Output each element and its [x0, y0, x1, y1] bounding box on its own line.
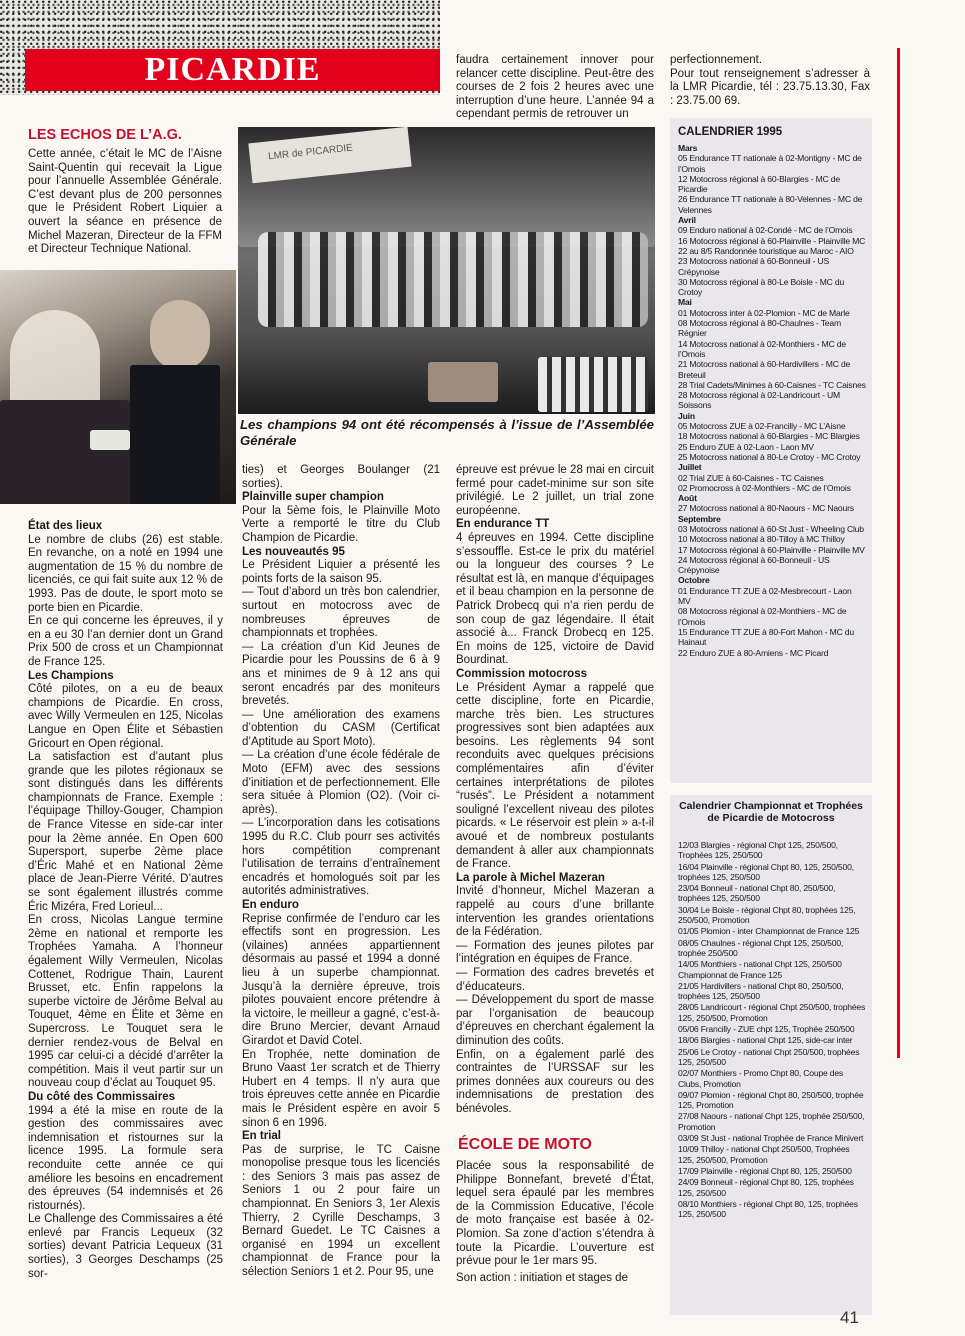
calendar-event: 09 Enduro national à 02-Condé - MC de l’Omois [678, 225, 853, 236]
calendar2-event: 02/07 Monthiers - Promo Chpt 80, Coupe des Clubs, Promotion [678, 1068, 844, 1089]
calendar-event: 25 Enduro ZUE à 02-Laon - Laon MV [678, 441, 814, 452]
calendar-event: 30 Motocross régional à 80-Le Boisle - MC du Crotoy [678, 276, 845, 298]
subheading: Commission motocross [456, 667, 587, 680]
subheading: En endurance TT [456, 518, 550, 531]
paragraph: — Tout d’abord un très bon calendrier, surtout en motocross avec de nombreuses épreuves de championnats et trophées. [242, 586, 440, 640]
paragraph: — Formation des jeunes pilotes par l’intégration en équipes de France. [456, 939, 654, 966]
photo-sign-text: LMR de PICARDIE [267, 142, 354, 163]
paragraph: Côté pilotes, on a eu de beaux champions de Picardie. En cross, avec Willy Vermeulen en 125, Nicolas Langue en Open Élite et Sébastien Gricourt en Open régional. [28, 683, 223, 750]
column-3 [456, 464, 654, 1117]
region-banner: PICARDIE [25, 49, 440, 91]
calendar2-event: 24/09 Bonneuil - régional Chpt 80, 125, trophées 125, 250/500 [678, 1177, 854, 1198]
paragraph: Enfin, on a également parlé des contraintes de l’URSSAF sur les primes données aux coureurs ou des indemnisations de prestation des bénévoles. [456, 1048, 654, 1115]
subheading: En trial [242, 1130, 281, 1143]
paragraph: La satisfaction est d’autant plus grande que les pilotes régionaux se sont distingués dans les différents championnats de France. Exemple : l’équipage Thilloy-Gouger, Champion de France Vitesse en side-car inter pour la 2ème année. En Open 600 Supersport, superbe 2ème place d’Éric Mahé et en National 2ème place de Jean-Pierre Vérité. D’autres se sont également illustrés comme Éric Mizéra, Fred Lorieul... [28, 751, 223, 913]
calendar-event: 22 Enduro ZUE à 80-Amiens - MC Picard [678, 647, 829, 658]
paragraph: Le Président Liquier a présenté les points forts de la saison 95. [242, 559, 440, 585]
calendar2-event: 08/10 Monthiers - régional Chpt 80, 125, trophées 125, 250/500 [678, 1198, 858, 1220]
paragraph: Reprise confirmée de l’enduro car les effectifs sont en progression. Les (vilaines) années appartiennent désormais au passé et 1994 a donné lieu à un superbe championnat. Jusqu’à la dernière épreuve, trois pilotes pouvaient encore prétendre à la victoire, le meilleur a gagné, c’est-à-dire Bruno Mercier, devant Arnaud Girardot et David Cotel. [242, 912, 440, 1047]
calendar-event: 01 Endurance TT ZUE à 02-Mesbrecourt - Laon MV [678, 585, 852, 607]
calendar-event: 12 Motocross régional à 60-Blargies - MC de Picardie [678, 173, 840, 195]
paragraph: — La création d’une école fédérale de Moto (EFM) avec des sessions d’initiation et de perfectionnement. Elle sera située à Plomion (O2). (Voir ci-après). [242, 749, 440, 816]
calendar-event: 17 Motocross régional à 60-Plainville - Plainville MV [678, 544, 865, 555]
calendar-event: 25 Motocross national à 80-Le Crotoy - MC Crotoy [678, 451, 861, 462]
photo-caption: Les champions 94 ont été récompensés à l’issue de l’Assemblée Générale [240, 417, 654, 448]
calendar2-event: 27/08 Naours - national Chpt 125, trophée 250/500, Promotion [678, 1111, 865, 1132]
calendar2-event: 03/09 St Just - national Trophée de France Minivert [678, 1133, 864, 1144]
calendar-month: Septembre [678, 513, 721, 524]
calendar-event: 15 Endurance TT ZUE à 80-Fort Mahon - MC du Hainaut [678, 626, 854, 648]
paragraph: Pour la 5ème fois, le Plainville Moto Verte a remporté le titre du Club Champion de Picardie. [242, 504, 440, 544]
calendar2-event: 28/05 Landricourt - régional Chpt 250/500, trophées 125, 250/500, Promotion [678, 1002, 866, 1023]
paragraph: En cross, Nicolas Langue termine 2ème en national et remporte les Trophées Yamaha. A l’honneur également Willy Vermeulen, Nicolas Cottenet, Rodrigue Thain, Laurent Brusset, etc. Enfin rappelons la superbe victoire de Jérôme Belval au Touquet, 4ème en Élite et 3ème en Supercross. Le Touquet sera le dernier rendez-vous de Belval en 1995 car celui-ci a décidé d’arrêter la compétition. Mais il veut partir sur un nouveau coup d’éclat au Touquet 95. [28, 914, 223, 1090]
calendar2-list [678, 840, 866, 1220]
calendar-event: 02 Promocross à 02-Monthiers - MC de l’Omois [678, 482, 851, 493]
column-1 [28, 520, 223, 1281]
subheading: Plainville super champion [242, 491, 384, 504]
calendar-event: 27 Motocross national à 80-Naours - MC Naours [678, 503, 854, 514]
calendar-event: 21 Motocross national à 60-Hardivillers - MC de Breteuil [678, 359, 851, 380]
calendar2-event: 17/09 Plainville - régional Chpt 80, 125, 250/500 [678, 1165, 852, 1176]
calendar2-event: 14/05 Monthiers - national Chpt 125, 250/500 Championnat de France 125 [678, 959, 842, 980]
paragraph: Pas de surprise, le TC Caisne monopolise presque tous les licenciés : des Seniors 3 mais pas assez de Seniors 1 ou 2 pour faire un championnat. En Seniors 3, 1er Alexis Thierry, 2 Cyrille Deschamps, 3 Bernard Guedet. Le TC Caisnes a organisé en 1994 un excellent championnat de France pour la sélection Seniors 1 et 2. Pour 95, une [242, 1143, 440, 1279]
ecole-paragraph: Placée sous la responsabilité de Philippe Bonnefant, breveté d’État, lequel sera épaulé par les membres de la Commission Educative, l’école de moto française est basée à 02-Plomion. Sa zone d’action s’étendra à toute la Picardie. L’ouverture est prévue pour le 1er mars 95. [456, 1160, 654, 1268]
calendar-event: 08 Motocross régional à 80-Chaulnes - Team Régnier [678, 318, 841, 339]
page-edge-rule [897, 48, 900, 1058]
paragraph: — La création d’un Kid Jeunes de Picardie pour les Poussins de 6 à 9 ans et minimes de 9 à 12 ans qui seront encadrés par des moniteurs brevetés. [242, 640, 440, 708]
calendar2-event: 16/04 Plainville - régional Chpt 80, 125, 250/500, trophées 125, 250/500 [678, 861, 854, 882]
calendar2-event: 08/05 Chaulnes - régional Chpt 125, 250/500, trophée 250/500 [678, 937, 844, 958]
calendar-month: Juin [678, 410, 695, 421]
calendar-event: 05 Motocross ZUE à 02-Francilly - MC L’Aisne [678, 421, 846, 432]
calendar-event: 08 Motocross régional à 02-Monthiers - MC de l’Omois [678, 606, 847, 627]
award-photo [0, 270, 236, 504]
calendar2-event: 12/03 Blargies - régional Chpt 125, 250/500, Trophées 125, 250/500 [678, 840, 838, 861]
calendar-month: Juillet [678, 462, 702, 473]
paragraph: Le nombre de clubs (26) est stable. En revanche, on a noté en 1994 une augmentation de 15 % du nombre de licenciés, ce qui fait suite aux 12 % de 1993. Pas de doute, le sport moto se porte bien en Picardie. [28, 533, 223, 614]
paragraph: ties) et Georges Boulanger (21 sorties). [242, 464, 440, 490]
paragraph: Invité d’honneur, Michel Mazeran a rappelé au cours d’une brillante intervention les grandes orientations de la Fédération. [456, 885, 654, 939]
paragraph: En ce qui concerne les épreuves, il y en a eu 30 l’an dernier dont un Grand Prix 500 de cross et un Championnat de France 125. [28, 615, 223, 668]
calendar-event: 24 Motocross régional à 60-Bonneuil - US Crépynoise [678, 554, 830, 576]
page-number: 41 [840, 1308, 859, 1327]
calendar-event: 03 Motocross national à 60-St Just - Wheeling Club [678, 523, 864, 534]
paragraph: — L’incorporation dans les cotisations 1995 du R.C. Club pourr ses activités hors compétition comprenant l’utilisation de terrains d’entraînement encadrés et homologués soit par les autorités administratives. [242, 817, 440, 898]
paragraph: — Développement du sport de masse par l’organisation de beaucoup d’épreuves en cherchant également la diminution des coûts. [456, 994, 654, 1047]
calendar-event: 18 Motocross national à 60-Blargies - MC Blargies [678, 431, 860, 442]
calendar-month: Octobre [678, 575, 710, 586]
calendar2-event: 05/06 Francilly - ZUE chpt 125, Trophée 250/500 [678, 1024, 855, 1035]
paragraph: — Une amélioration des examens d’obtention du CASM (Certificat d’Aptitude au Sport Moto). [242, 708, 440, 748]
calendar-event: 05 Endurance TT nationale à 02-Montigny - MC de l’Omois [678, 153, 862, 174]
subheading: La parole à Michel Mazeran [456, 871, 605, 884]
calendar2-event: 23/04 Bonneuil - national Chpt 80, 250/500, trophées 125, 250/500 [678, 883, 836, 904]
calendar2-title: Calendrier Championnat et Trophées de Picardie de Motocross [679, 800, 863, 824]
paragraph: Le Challenge des Commissaires a été enlevé par Francis Lequeux (32 sorties) devant Patricia Lequeux (31 sorties), 3 Georges Deschamps (25 sor- [28, 1213, 223, 1280]
paragraph: — Formation des cadres brevetés et d’éducateurs. [456, 966, 654, 993]
subheading: Les Champions [28, 669, 114, 682]
calendar-event: 28 Motocross régional à 02-Landricourt - UM Soissons [678, 390, 840, 411]
calendar-month: Mai [678, 297, 692, 308]
contact-info: perfectionnement. Pour tout renseignement s’adresser à la LMR Picardie, tél : 23.75.13.30, Fax : 23.75.00 69. [670, 54, 870, 107]
intro-paragraph: Cette année, c’était le MC de l’Aisne Saint-Quentin qui recevait la Ligue pour l’annuelle Assemblée Générale. C’est devant plus de 200 personnes que le Président Robert Liquier a ouvert la séance en présence de Michel Mazeran, Directeur de la FFM et Directeur Technique National. [28, 148, 222, 256]
calendar2-event: 09/07 Plomion - régional Chpt 80, 250/500, trophée 125, Promotion [678, 1089, 864, 1111]
calendar-event: 01 Motocross inter à 02-Plomion - MC de Marle [678, 307, 850, 318]
paragraph: 1994 a été la mise en route de la gestion des commissaires avec indemnisation et ristournes sur la licence 1995. La formule sera reconduite cette année ce qui améliore les besoins en encadrement des épreuves (54 indemnisés et 26 ristournés). [28, 1104, 223, 1212]
calendar-event: 26 Endurance TT nationale à 80-Velennes - MC de Velennes [678, 194, 863, 215]
calendar-month: Août [678, 493, 697, 504]
subheading: Les nouveautés 95 [242, 545, 345, 558]
calendar-event: 22 au 8/5 Randonnée touristique au Maroc - AIO [678, 245, 854, 256]
calendar-event: 16 Motocross régional à 60-Plainville - Plainville MC [678, 235, 866, 246]
calendar2-event: 30/04 Le Boisle - régional Chpt 80, trophées 125, 250/500, Promotion [678, 904, 856, 926]
calendar-event: 23 Motocross national à 60-Bonneuil - US Crépynoise [678, 256, 830, 277]
subheading: État des lieux [28, 520, 103, 532]
calendar2-event: 25/06 Le Crotoy - national Chpt 250/500, trophées 125, 250/500 [678, 1046, 860, 1067]
calendar-list [678, 143, 866, 658]
section-title: LES ECHOS DE L’A.G. [28, 127, 182, 143]
calendar2-event: 18/06 Blargies - national Chpt 125, side-car inter [678, 1035, 853, 1046]
calendar-title: CALENDRIER 1995 [678, 126, 783, 138]
column-2 [242, 464, 440, 1280]
column-3-top: faudra certainement innover pour relancer cette discipline. Peut-être des courses de 2 fois 2 heures avec une interruption d’une heure. L’année 94 a cependant permis de retrouver un [456, 54, 654, 121]
paragraph: Le Président Aymar a rappelé que cette discipline, forte en Picardie, marche très bien. Les structures progressives sont bien adaptées aux besoins. Les règlements 94 sont reconduits avec quelques précisions complémentaires afin d’éviter certaines interprétations de pilotes “rusés”. Le Président a notamment souligné l’excellent niveau des pilotes picards. « Le réservoir est plein » a-t-il avoué et de nombreux postulants demandent à aller aux championnats de France. [456, 681, 654, 871]
subheading: Du côté des Commissaires [28, 1090, 176, 1103]
calendar2-event: 21/05 Hardivillers - national Chpt 80, 250/500, trophées 125, 250/500 [678, 980, 844, 1002]
ecole-paragraph-2: Son action : initiation et stages de [456, 1272, 628, 1284]
ecole-title: ÉCOLE DE MOTO [458, 1136, 592, 1153]
subheading: En enduro [242, 899, 299, 911]
paragraph: 4 épreuves en 1994. Cette discipline s’essouffle. Est-ce le prix du matériel ou la longueur des courses ? Le résultat est là, en manque d’équipages et il beau champion en la personne de Patrick Drobecq qui n’a rien perdu de son coup de gaz légendaire. Il était associé à... Franck Drobecq en 125. En moins de 125, victoire de David Bourdinat. [456, 531, 654, 667]
calendar2-event: 10/09 Thilloy - national Chpt 250/500, Trophées 125, 250/500, Promotion [678, 1144, 850, 1165]
paragraph: épreuve est prévue le 28 mai en circuit fermé pour cadet-minime sur son site privilégié. Le 2 juillet, un trial zone européenne. [456, 464, 654, 517]
calendar2-event: 01/05 Plomion - inter Championnat de France 125 [678, 926, 860, 937]
assembly-photo [238, 127, 655, 414]
calendar-month: Mars [678, 143, 698, 153]
calendar-month: Avril [678, 215, 696, 226]
calendar-event: 14 Motocross national à 02-Monthiers - MC de l’Omois [678, 338, 846, 359]
calendar-event: 10 Motocross national à 80-Tilloy à MC Thilloy [678, 534, 845, 545]
paragraph: En Trophée, nette domination de Bruno Vaast 1er scratch et de Thierry Hubert en 4 temps. Il n’y aura que trois épreuves cette année en Picardie mais le Président espère en avoir 5 sinon 6 en 1996. [242, 1048, 440, 1129]
calendar-event: 02 Trial ZUE à 60-Caisnes - TC Caisnes [678, 472, 824, 483]
calendar-event: 28 Trial Cadets/Minimes à 60-Caisnes - TC Caisnes [678, 379, 866, 390]
